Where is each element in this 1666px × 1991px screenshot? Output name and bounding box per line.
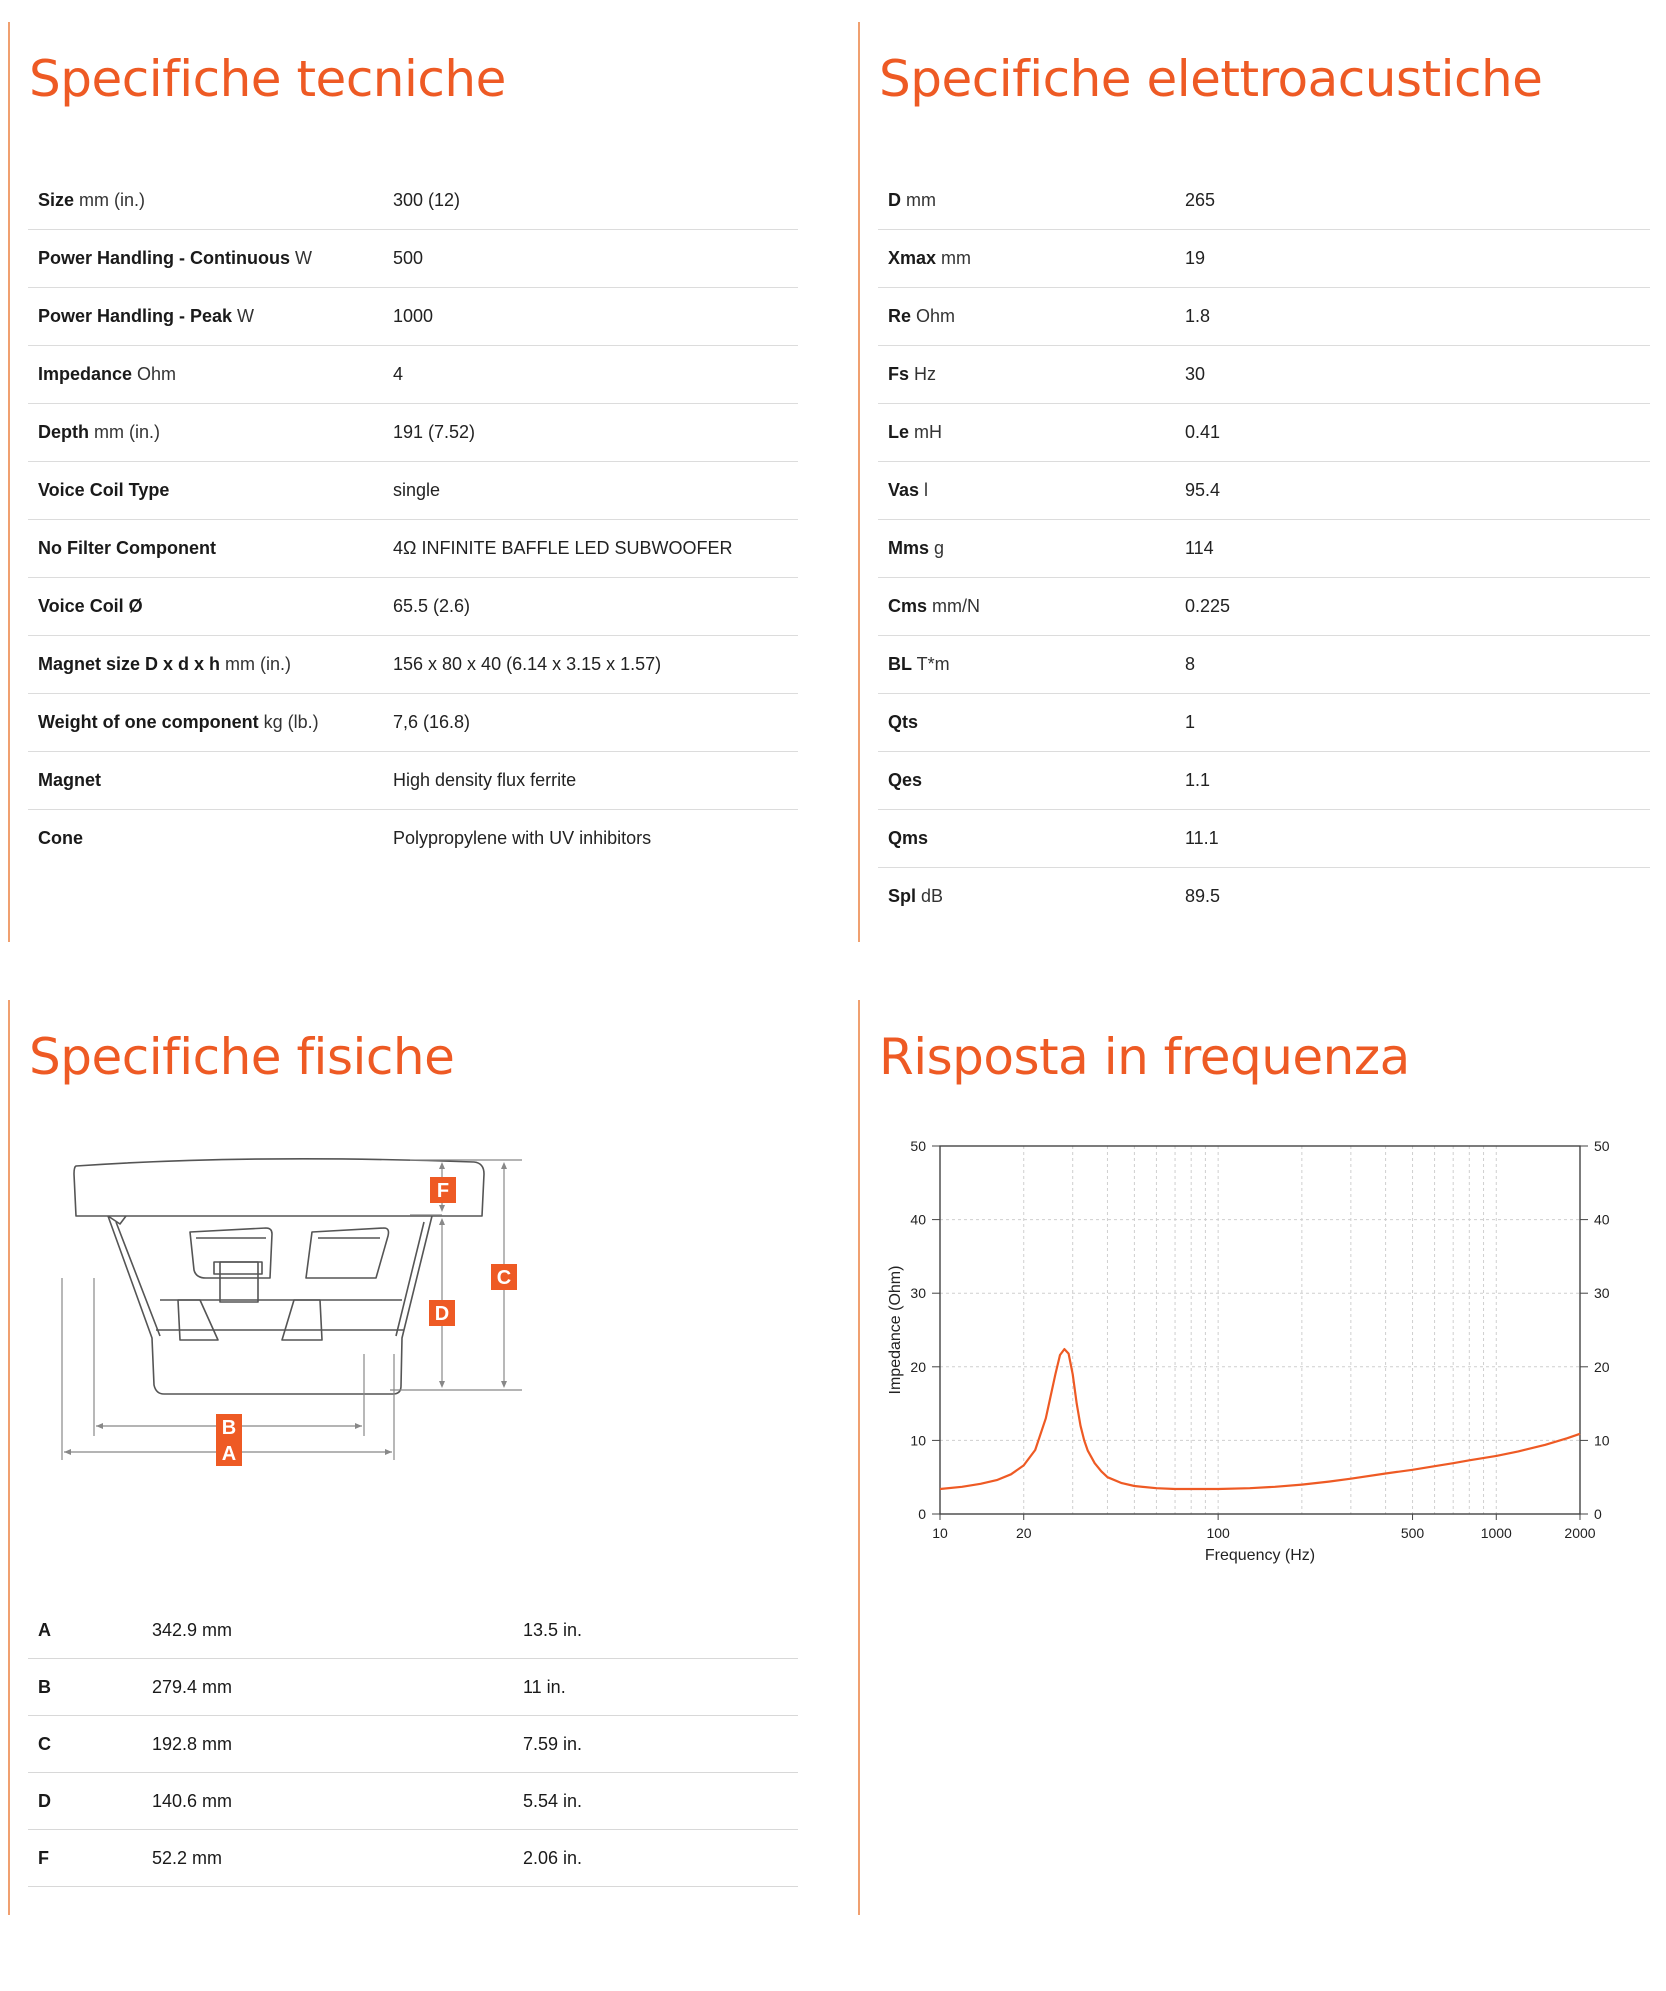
electroacoustic-spec-row bbox=[878, 462, 1650, 520]
y-tick-label-right: 50 bbox=[1594, 1138, 1610, 1154]
dimension-marker-f bbox=[430, 1177, 456, 1203]
electroacoustic-spec-label bbox=[888, 462, 928, 519]
electroacoustic-spec-label bbox=[888, 230, 971, 287]
technical-spec-label bbox=[38, 752, 101, 809]
electroacoustic-spec-label-name: BL bbox=[888, 654, 912, 674]
technical-spec-row bbox=[28, 810, 798, 867]
x-tick-label: 500 bbox=[1400, 1525, 1425, 1541]
y-tick-label-right: 30 bbox=[1594, 1285, 1610, 1302]
technical-spec-label-name: Impedance bbox=[38, 364, 133, 384]
technical-spec-label-name: Weight of one component bbox=[38, 712, 259, 732]
technical-spec-row bbox=[28, 346, 798, 404]
svg-text:B: B bbox=[221, 1417, 237, 1439]
y-tick-label-right: 40 bbox=[1594, 1211, 1610, 1228]
electroacoustic-spec-label-name: Mms bbox=[888, 538, 930, 558]
technical-spec-value: 4 bbox=[393, 364, 404, 384]
x-tick-label: 1000 bbox=[1480, 1525, 1512, 1541]
technical-spec-label-unit: kg (lb.) bbox=[258, 712, 319, 732]
technical-spec-label-name: Size bbox=[38, 190, 75, 210]
electroacoustic-spec-value: 1.1 bbox=[1185, 770, 1211, 790]
x-axis-label: Frequency (Hz) bbox=[1204, 1547, 1316, 1564]
technical-spec-value: 4Ω INFINITE BAFFLE LED SUBWOOFER bbox=[393, 538, 733, 558]
technical-spec-row bbox=[28, 636, 798, 694]
dimension-key: C bbox=[38, 1734, 51, 1754]
technical-spec-value: 65.5 (2.6) bbox=[393, 596, 471, 616]
electroacoustic-spec-label-unit: l bbox=[919, 480, 929, 500]
technical-spec-label-unit: W bbox=[232, 306, 255, 326]
electroacoustic-spec-label bbox=[888, 752, 922, 809]
electroacoustic-spec-row bbox=[878, 230, 1650, 288]
technical-spec-value: 191 (7.52) bbox=[393, 422, 476, 442]
frequency-response-title: Risposta in frequenza bbox=[879, 1028, 1410, 1086]
electroacoustic-specs-table bbox=[878, 172, 1650, 925]
technical-spec-value: 7,6 (16.8) bbox=[393, 712, 471, 732]
technical-spec-row bbox=[28, 520, 798, 578]
electroacoustic-spec-row bbox=[878, 694, 1650, 752]
technical-spec-row bbox=[28, 752, 798, 810]
technical-spec-label bbox=[38, 346, 176, 403]
electroacoustic-specs-title: Specifiche elettroacustiche bbox=[879, 50, 1543, 108]
electroacoustic-spec-row bbox=[878, 810, 1650, 868]
electroacoustic-spec-label-name: Qes bbox=[888, 770, 923, 790]
x-tick-label: 100 bbox=[1206, 1525, 1230, 1541]
dimension-marker-b bbox=[216, 1414, 242, 1440]
electroacoustic-spec-label-unit: Hz bbox=[909, 364, 937, 384]
electroacoustic-spec-label bbox=[888, 868, 943, 925]
technical-spec-label-name: Voice Coil Type bbox=[38, 480, 170, 500]
technical-spec-label-name: No Filter Component bbox=[38, 538, 216, 558]
technical-spec-label bbox=[38, 810, 83, 867]
electroacoustic-spec-row bbox=[878, 520, 1650, 578]
electroacoustic-spec-row bbox=[878, 752, 1650, 810]
technical-spec-label bbox=[38, 636, 291, 693]
electroacoustic-spec-label-unit: dB bbox=[916, 886, 944, 906]
technical-spec-row bbox=[28, 172, 798, 230]
technical-spec-label-name: Magnet bbox=[38, 770, 101, 790]
physical-specs-title: Specifiche fisiche bbox=[29, 1028, 455, 1086]
technical-spec-value: single bbox=[393, 480, 441, 500]
technical-spec-label-unit: W bbox=[289, 248, 312, 268]
dimension-marker-d bbox=[429, 1300, 455, 1326]
physical-dimensions-table bbox=[28, 1602, 798, 1887]
dimension-mm: 192.8 mm bbox=[152, 1734, 233, 1754]
technical-spec-value: 1000 bbox=[393, 306, 434, 326]
electroacoustic-spec-label bbox=[888, 578, 980, 635]
technical-spec-value: 500 bbox=[393, 248, 424, 268]
technical-spec-value: High density flux ferrite bbox=[393, 770, 577, 790]
technical-spec-label bbox=[38, 230, 312, 287]
electroacoustic-spec-value: 1 bbox=[1185, 712, 1196, 732]
technical-spec-value: 300 (12) bbox=[393, 190, 461, 210]
technical-spec-label-name: Voice Coil Ø bbox=[38, 596, 143, 616]
electroacoustic-spec-row bbox=[878, 868, 1650, 925]
electroacoustic-spec-label-name: Le bbox=[888, 422, 910, 442]
technical-spec-label bbox=[38, 462, 169, 519]
electroacoustic-spec-value: 95.4 bbox=[1185, 480, 1221, 500]
y-axis-label: Impedance (Ohm) bbox=[887, 1265, 904, 1395]
grille-outline bbox=[74, 1159, 484, 1216]
y-tick-label-left: 20 bbox=[910, 1358, 926, 1375]
electroacoustic-spec-value: 0.225 bbox=[1185, 596, 1231, 616]
technical-spec-row bbox=[28, 404, 798, 462]
technical-spec-row bbox=[28, 578, 798, 636]
dimension-row bbox=[28, 1716, 798, 1773]
electroacoustic-spec-value: 30 bbox=[1185, 364, 1206, 384]
technical-specs-table bbox=[28, 172, 798, 867]
y-tick-label-right: 20 bbox=[1594, 1358, 1610, 1375]
technical-spec-row bbox=[28, 230, 798, 288]
technical-spec-label-name: Power Handling - Peak bbox=[38, 306, 233, 326]
technical-spec-label-unit: mm (in.) bbox=[89, 422, 160, 442]
x-tick-label: 10 bbox=[932, 1525, 948, 1541]
technical-spec-label-unit: mm (in.) bbox=[220, 654, 292, 674]
frequency-response-panel bbox=[858, 1000, 1660, 1915]
electroacoustic-spec-label bbox=[888, 172, 936, 229]
electroacoustic-spec-value: 1.8 bbox=[1185, 306, 1211, 326]
subwoofer-dimension-drawing bbox=[50, 1150, 690, 1560]
electroacoustic-spec-row bbox=[878, 346, 1650, 404]
dimension-row bbox=[28, 1659, 798, 1716]
physical-specs-panel bbox=[8, 1000, 840, 1915]
technical-specs-panel bbox=[8, 22, 840, 942]
x-tick-label: 20 bbox=[1015, 1525, 1032, 1541]
dimension-inch: 5.54 in. bbox=[523, 1791, 583, 1811]
electroacoustic-spec-label-unit: Ohm bbox=[911, 306, 956, 326]
dimension-key: A bbox=[38, 1620, 51, 1640]
technical-spec-label bbox=[38, 172, 145, 229]
dimension-inch: 13.5 in. bbox=[523, 1620, 583, 1640]
dimension-mm: 140.6 mm bbox=[152, 1791, 233, 1811]
svg-text:A: A bbox=[221, 1443, 237, 1465]
electroacoustic-spec-row bbox=[878, 578, 1650, 636]
svg-text:C: C bbox=[496, 1267, 512, 1289]
electroacoustic-spec-label bbox=[888, 346, 936, 403]
svg-text:F: F bbox=[436, 1180, 450, 1202]
electroacoustic-spec-label-name: Spl bbox=[888, 886, 917, 906]
svg-text:D: D bbox=[434, 1303, 450, 1325]
electroacoustic-spec-label-name: D bbox=[888, 190, 901, 210]
basket-outline bbox=[108, 1216, 432, 1394]
electroacoustic-spec-value: 11.1 bbox=[1185, 828, 1219, 848]
y-tick-label-left: 0 bbox=[918, 1506, 926, 1522]
electroacoustic-spec-label bbox=[888, 288, 955, 345]
dimension-inch: 7.59 in. bbox=[523, 1734, 583, 1754]
dimension-row bbox=[28, 1602, 798, 1659]
dimension-inch: 11 in. bbox=[523, 1677, 566, 1697]
technical-spec-label-name: Power Handling - Continuous bbox=[38, 248, 290, 268]
electroacoustic-spec-label bbox=[888, 810, 928, 867]
dimension-marker-c bbox=[491, 1264, 517, 1290]
electroacoustic-spec-value: 89.5 bbox=[1185, 886, 1221, 906]
x-tick-label: 2000 bbox=[1564, 1525, 1596, 1541]
technical-spec-label bbox=[38, 578, 143, 635]
electroacoustic-spec-label-unit: T*m bbox=[912, 654, 950, 674]
electroacoustic-spec-label-name: Re bbox=[888, 306, 912, 326]
electroacoustic-spec-label-unit: mm/N bbox=[927, 596, 981, 616]
dimension-key: D bbox=[38, 1791, 51, 1811]
electroacoustic-specs-panel bbox=[858, 22, 1660, 942]
technical-spec-label bbox=[38, 694, 319, 751]
electroacoustic-spec-value: 265 bbox=[1185, 190, 1216, 210]
electroacoustic-spec-value: 19 bbox=[1185, 248, 1206, 268]
y-tick-label-left: 10 bbox=[910, 1432, 926, 1449]
electroacoustic-spec-label-name: Fs bbox=[888, 364, 910, 384]
dimension-inch: 2.06 in. bbox=[523, 1848, 583, 1868]
technical-spec-value: 156 x 80 x 40 (6.14 x 3.15 x 1.57) bbox=[393, 654, 662, 674]
technical-spec-row bbox=[28, 694, 798, 752]
technical-spec-label-unit: Ohm bbox=[132, 364, 177, 384]
technical-spec-label bbox=[38, 288, 254, 345]
dimension-marker-a bbox=[216, 1440, 242, 1466]
electroacoustic-spec-label-name: Qms bbox=[888, 828, 929, 848]
technical-spec-label-unit: mm (in.) bbox=[74, 190, 146, 210]
electroacoustic-spec-label bbox=[888, 520, 944, 577]
technical-spec-label-name: Cone bbox=[38, 828, 83, 848]
electroacoustic-spec-row bbox=[878, 288, 1650, 346]
technical-specs-title: Specifiche tecniche bbox=[29, 50, 506, 108]
electroacoustic-spec-row bbox=[878, 404, 1650, 462]
electroacoustic-spec-label-name: Qts bbox=[888, 712, 919, 732]
electroacoustic-spec-value: 114 bbox=[1185, 538, 1214, 558]
electroacoustic-spec-label bbox=[888, 404, 942, 461]
electroacoustic-spec-label-unit: mm bbox=[901, 190, 936, 210]
electroacoustic-spec-value: 0.41 bbox=[1185, 422, 1221, 442]
dimension-key: B bbox=[38, 1677, 51, 1697]
electroacoustic-spec-row bbox=[878, 636, 1650, 694]
y-tick-label-right: 10 bbox=[1594, 1432, 1610, 1449]
dimension-key: F bbox=[38, 1848, 49, 1868]
dimension-row bbox=[28, 1830, 798, 1887]
y-tick-label-right: 0 bbox=[1594, 1506, 1602, 1522]
electroacoustic-spec-label-name: Cms bbox=[888, 596, 928, 616]
technical-spec-label bbox=[38, 404, 160, 461]
electroacoustic-spec-label-name: Xmax bbox=[888, 248, 937, 268]
electroacoustic-spec-row bbox=[878, 172, 1650, 230]
impedance-chart bbox=[880, 1130, 1640, 1590]
y-tick-label-left: 50 bbox=[910, 1138, 926, 1154]
electroacoustic-spec-label-name: Vas bbox=[888, 480, 920, 500]
dimension-row bbox=[28, 1773, 798, 1830]
dimension-mm: 52.2 mm bbox=[152, 1848, 223, 1868]
technical-spec-row bbox=[28, 462, 798, 520]
technical-spec-label-name: Depth bbox=[38, 422, 89, 442]
electroacoustic-spec-label-unit: mH bbox=[909, 422, 943, 442]
electroacoustic-spec-label bbox=[888, 636, 950, 693]
y-tick-label-left: 30 bbox=[910, 1285, 926, 1302]
technical-spec-value: Polypropylene with UV inhibitors bbox=[393, 828, 652, 848]
technical-spec-label-name: Magnet size D x d x h bbox=[38, 654, 221, 674]
dimension-mm: 342.9 mm bbox=[152, 1620, 233, 1640]
dimension-mm: 279.4 mm bbox=[152, 1677, 233, 1697]
y-tick-label-left: 40 bbox=[910, 1211, 926, 1228]
technical-spec-row bbox=[28, 288, 798, 346]
technical-spec-label bbox=[38, 520, 216, 577]
electroacoustic-spec-label-unit: mm bbox=[936, 248, 972, 268]
electroacoustic-spec-value: 8 bbox=[1185, 654, 1196, 674]
electroacoustic-spec-label bbox=[888, 694, 918, 751]
electroacoustic-spec-label-unit: g bbox=[929, 538, 945, 558]
